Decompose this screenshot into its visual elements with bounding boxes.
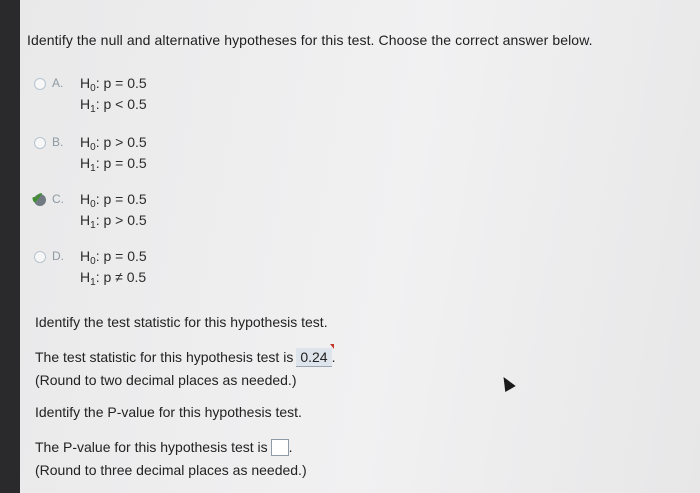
option-letter: C. bbox=[52, 192, 64, 206]
radio-a[interactable] bbox=[34, 78, 46, 90]
null-hypothesis: $H_0$: p = 0.5 bbox=[80, 191, 147, 210]
pvalue-note: (Round to three decimal places as needed.) bbox=[35, 462, 307, 478]
option-letter: B. bbox=[52, 135, 64, 149]
alt-hypothesis: $H_1$: p > 0.5 bbox=[80, 212, 147, 231]
question-text: Identify the null and alternative hypotheses for this test. Choose the correct answer below. bbox=[27, 32, 593, 48]
test-stat-prompt: Identify the test statistic for this hypothesis test. bbox=[35, 314, 328, 330]
radio-d[interactable] bbox=[34, 251, 46, 263]
option-letter: A. bbox=[52, 76, 64, 90]
option-letter: D. bbox=[52, 249, 64, 263]
check-icon: ✔ bbox=[31, 190, 44, 207]
pvalue-prompt: Identify the P-value for this hypothesis test. bbox=[35, 404, 302, 420]
null-hypothesis: $H_0$: p > 0.5 bbox=[80, 134, 147, 153]
test-stat-answer[interactable]: 0.24 bbox=[296, 348, 331, 367]
question-panel bbox=[20, 0, 700, 493]
alt-hypothesis: $H_1$: p < 0.5 bbox=[80, 96, 147, 115]
flag-icon bbox=[330, 344, 334, 349]
test-stat-line: The test statistic for this hypothesis test is 0.24 . bbox=[35, 348, 335, 367]
alt-hypothesis: $H_1$: p ≠ 0.5 bbox=[80, 269, 147, 288]
pvalue-line: The P-value for this hypothesis test is . bbox=[35, 439, 293, 455]
alt-hypothesis: $H_1$: p = 0.5 bbox=[80, 155, 147, 174]
radio-b[interactable] bbox=[34, 137, 46, 149]
pvalue-input[interactable] bbox=[271, 439, 289, 456]
cursor-icon bbox=[498, 374, 515, 392]
null-hypothesis: $H_0$: p = 0.5 bbox=[80, 248, 147, 267]
null-hypothesis: $H_0$: p = 0.5 bbox=[80, 75, 147, 94]
test-stat-note: (Round to two decimal places as needed.) bbox=[35, 372, 297, 388]
